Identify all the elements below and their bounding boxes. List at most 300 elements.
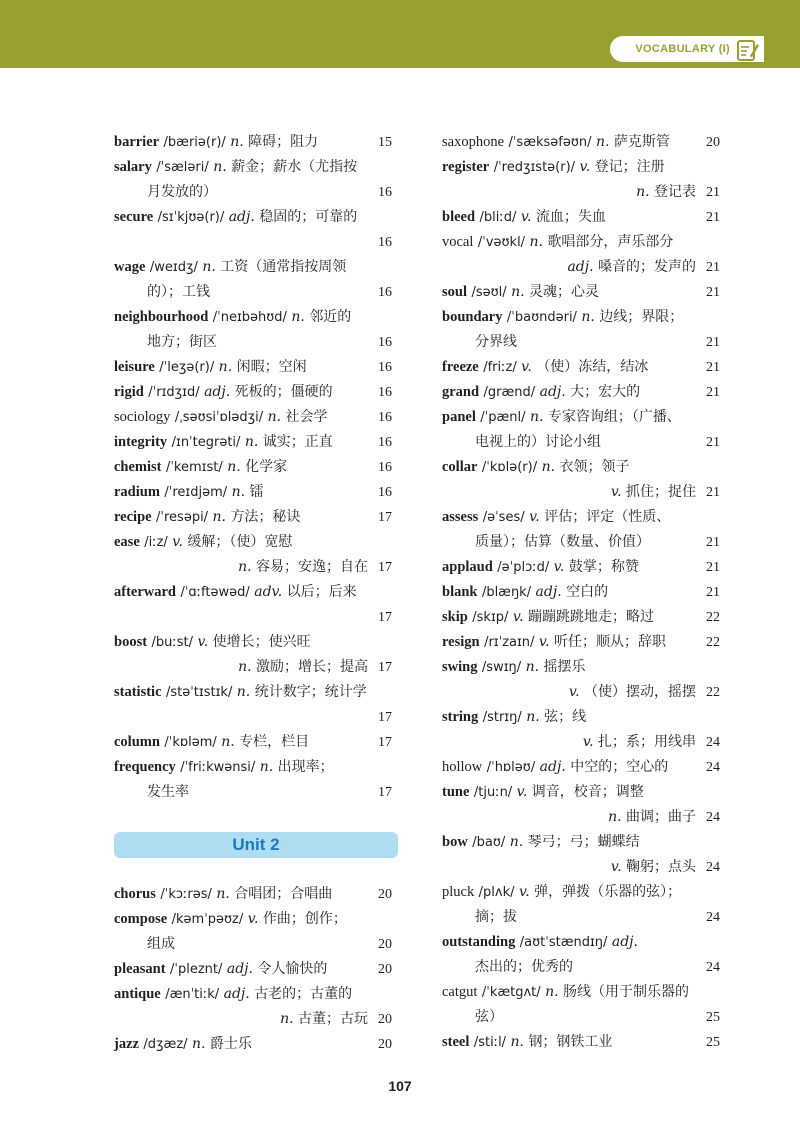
- phonetic: /ˈɑːftəwəd/: [180, 585, 250, 600]
- definition: 镭: [249, 484, 264, 500]
- page-ref: 24: [706, 910, 720, 925]
- page-ref: 20: [378, 962, 392, 977]
- definition: 扎；系；用线串: [598, 734, 696, 750]
- headword: wage: [114, 259, 146, 275]
- headword: hollow: [442, 759, 483, 775]
- headword: integrity: [114, 434, 168, 450]
- part-of-speech: v.: [172, 534, 183, 550]
- part-of-speech: n.: [509, 834, 524, 850]
- definition: 电视上的）讨论小组: [475, 434, 601, 450]
- page-ref: 24: [706, 860, 720, 875]
- part-of-speech: v.: [520, 209, 532, 225]
- part-of-speech: n.: [218, 359, 233, 375]
- vocab-entry: [114, 405, 398, 430]
- page-ref: 21: [706, 185, 720, 200]
- headword: chorus: [114, 886, 156, 902]
- page-ref: 17: [378, 660, 392, 675]
- phonetic: /stiːl/: [473, 1035, 507, 1050]
- definition: 登记；注册: [594, 159, 665, 175]
- definition: 薪金；薪水（尤指按: [231, 159, 358, 175]
- definition: 流血；失血: [535, 209, 606, 225]
- page-ref: 15: [378, 135, 392, 150]
- page-ref: 22: [706, 610, 720, 625]
- phonetic: /bæriə(r)/: [163, 135, 226, 150]
- page-ref: 20: [378, 937, 392, 952]
- page-ref: 17: [378, 510, 392, 525]
- vocab-subsense: [442, 730, 726, 755]
- part-of-speech: n.: [227, 459, 241, 475]
- page-ref: 17: [378, 735, 392, 750]
- phonetic: /ˈkætgʌt/: [481, 985, 541, 1000]
- headword: freeze: [442, 359, 479, 375]
- definition: 鞠躬；点头: [626, 859, 696, 875]
- phonetic: /səʊl/: [471, 285, 507, 300]
- part-of-speech: n.: [267, 409, 282, 425]
- headword: applaud: [442, 559, 493, 575]
- phonetic: /plʌk/: [478, 885, 515, 900]
- vocab-entry: [114, 430, 398, 455]
- phonetic: /stəˈtɪstɪk/: [165, 685, 233, 700]
- page-ref: 22: [706, 685, 720, 700]
- vocab-subsense: [442, 855, 726, 880]
- page-ref: 21: [706, 385, 720, 400]
- definition: 诚实；正直: [262, 434, 333, 450]
- page-ref: 25: [706, 1035, 720, 1050]
- vocab-entry: [114, 982, 398, 1007]
- headword: jazz: [114, 1036, 139, 1052]
- vocab-entry: [114, 355, 398, 380]
- phonetic: /iːz/: [144, 535, 168, 550]
- part-of-speech: v.: [582, 734, 594, 750]
- definition: 衣领；领子: [559, 459, 630, 475]
- vocab-entry: [114, 130, 398, 155]
- phonetic: /weɪdʒ/: [149, 260, 198, 275]
- part-of-speech: n.: [236, 684, 251, 700]
- vocab-entry: [442, 505, 726, 530]
- headword: blank: [442, 584, 478, 600]
- vocab-entry: [114, 455, 398, 480]
- vocab-entry: [114, 730, 398, 755]
- vocab-entry: [114, 480, 398, 505]
- part-of-speech: v.: [518, 884, 530, 900]
- part-of-speech: adj.: [223, 986, 250, 1002]
- vocab-column-right: [442, 130, 726, 1055]
- headword: frequency: [114, 759, 176, 775]
- definition: 边线；界限；: [599, 309, 684, 325]
- vocab-continuation: [114, 605, 398, 630]
- part-of-speech: v.: [568, 684, 580, 700]
- page-ref: 16: [378, 435, 392, 450]
- definition: 月发放的）: [147, 184, 217, 200]
- definition: 抓住；捉住: [626, 484, 696, 500]
- definition: 弹，弹拨（乐器的弦）；: [534, 884, 682, 900]
- vocab-entry: [114, 1032, 398, 1057]
- page-ref: 16: [378, 485, 392, 500]
- definition: 障碍；阻力: [248, 134, 319, 150]
- phonetic: /buːst/: [151, 635, 194, 650]
- phonetic: /əˈplɔːd/: [497, 560, 550, 575]
- page-ref: 21: [706, 335, 720, 350]
- part-of-speech: n.: [541, 459, 556, 475]
- phonetic: /ˈsæləri/: [156, 160, 209, 175]
- definition: 古董；古玩: [298, 1011, 368, 1027]
- vocab-entry: [114, 755, 398, 780]
- unit-heading: Unit 2: [114, 832, 398, 858]
- definition: 出现率；: [277, 759, 334, 775]
- page-number: 107: [388, 1078, 412, 1094]
- definition: 统计数字；统计学: [254, 684, 367, 700]
- part-of-speech: n.: [636, 184, 650, 200]
- definition: 以后；后来: [286, 584, 357, 600]
- phonetic: /ˈneɪbəhʊd/: [212, 310, 287, 325]
- vocab-continuation: [442, 955, 726, 980]
- part-of-speech: v.: [247, 911, 259, 927]
- phonetic: /swɪŋ/: [481, 660, 522, 675]
- vocab-continuation: [114, 330, 398, 355]
- vocab-entry: [442, 305, 726, 330]
- phonetic: /dʒæz/: [143, 1037, 188, 1052]
- vocab-subsense: [442, 680, 726, 705]
- vocab-entry: [114, 882, 398, 907]
- vocab-entry: [442, 980, 726, 1005]
- headword: bow: [442, 834, 468, 850]
- vocab-entry: [114, 380, 398, 405]
- part-of-speech: n.: [202, 259, 216, 275]
- page-ref: 25: [706, 1010, 720, 1025]
- page-ref: 20: [378, 887, 392, 902]
- vocab-continuation: [442, 430, 726, 455]
- part-of-speech: n.: [510, 1034, 524, 1050]
- vocab-continuation: [442, 905, 726, 930]
- definition: 工资（通常指按周领: [220, 259, 347, 275]
- vocab-entry: [442, 880, 726, 905]
- phonetic: /ˈkɔːrəs/: [160, 887, 212, 902]
- definition: 萨克斯管: [613, 134, 670, 150]
- part-of-speech: v.: [610, 484, 622, 500]
- vocab-entry: [442, 380, 726, 405]
- vocab-subsense: [114, 1007, 398, 1032]
- vocab-continuation: [114, 780, 398, 805]
- vocab-continuation: [442, 330, 726, 355]
- vocab-entry: [442, 930, 726, 955]
- headword: tune: [442, 784, 470, 800]
- definition: 组成: [147, 936, 175, 952]
- definition: 歌唱部分，声乐部分: [547, 234, 674, 250]
- headword: catgut: [442, 984, 478, 1000]
- vocab-entry: [442, 780, 726, 805]
- definition: 化学家: [245, 459, 288, 475]
- definition: 中空的；空心的: [570, 759, 669, 775]
- phonetic: /ˈhɒləʊ/: [486, 760, 536, 775]
- page-ref: 21: [706, 535, 720, 550]
- phonetic: /sɪˈkjʊə(r)/: [157, 210, 225, 225]
- definition: 蹦蹦跳跳地走；略过: [528, 609, 655, 625]
- definition: 社会学: [285, 409, 328, 425]
- vocab-entry: [114, 205, 398, 230]
- phonetic: /ænˈtiːk/: [165, 987, 220, 1002]
- definition: 质量）；估算（数量、价值）: [475, 534, 650, 550]
- part-of-speech: n.: [230, 134, 244, 150]
- page-ref: 21: [706, 260, 720, 275]
- vocab-continuation: [114, 932, 398, 957]
- vocab-entry: [442, 580, 726, 605]
- page-ref: 21: [706, 560, 720, 575]
- definition: 邻近的: [309, 309, 352, 325]
- headword: sociology: [114, 409, 171, 425]
- definition: 爵士乐: [209, 1036, 252, 1052]
- part-of-speech: v.: [610, 859, 622, 875]
- definition: 大；宏大的: [570, 384, 641, 400]
- part-of-speech: n.: [238, 659, 252, 675]
- page-ref: 21: [706, 485, 720, 500]
- notebook-pencil-icon: [736, 38, 760, 62]
- page-ref: 21: [706, 435, 720, 450]
- phonetic: /ˈsæksəfəʊn/: [508, 135, 592, 150]
- vocab-entry: [114, 580, 398, 605]
- headword: leisure: [114, 359, 155, 375]
- headword: outstanding: [442, 934, 516, 950]
- headword: vocal: [442, 234, 474, 250]
- phonetic: /ˈpleznt/: [170, 962, 223, 977]
- vocab-continuation: [114, 180, 398, 205]
- definition: 古老的；古董的: [254, 986, 353, 1002]
- vocab-entry: [442, 405, 726, 430]
- headword: skip: [442, 609, 468, 625]
- definition: 灵魂；心灵: [529, 284, 600, 300]
- vocab-entry: [442, 355, 726, 380]
- vocab-entry: [442, 230, 726, 255]
- page-ref: 16: [378, 335, 392, 350]
- phonetic: /ˈreɪdjəm/: [164, 485, 228, 500]
- definition: 分界线: [475, 334, 517, 350]
- phonetic: /ˈvəʊkl/: [477, 235, 526, 250]
- part-of-speech: v.: [197, 634, 209, 650]
- part-of-speech: adj.: [567, 259, 594, 275]
- vocab-entry: [442, 705, 726, 730]
- page-ref: 20: [706, 135, 720, 150]
- part-of-speech: v.: [529, 509, 540, 525]
- definition: 评估；评定（性质、: [544, 509, 671, 525]
- page-ref: 16: [378, 285, 392, 300]
- vocab-entry: [442, 1030, 726, 1055]
- phonetic: /əˈses/: [482, 510, 525, 525]
- definition: 激励；增长；提高: [256, 659, 368, 675]
- vocab-entry: [442, 555, 726, 580]
- page-ref: 21: [706, 585, 720, 600]
- headword: recipe: [114, 509, 152, 525]
- definition: 地方；街区: [147, 334, 217, 350]
- definition: 使增长；使兴旺: [212, 634, 311, 650]
- definition: 专栏，栏目: [239, 734, 310, 750]
- vocab-entry: [114, 630, 398, 655]
- page-ref: 17: [378, 785, 392, 800]
- definition: （使）冻结，结冰: [536, 359, 649, 375]
- definition: 琴弓；弓；蝴蝶结: [527, 834, 640, 850]
- headword: string: [442, 709, 479, 725]
- vocab-entry: [442, 630, 726, 655]
- part-of-speech: v.: [521, 359, 532, 375]
- part-of-speech: v.: [538, 634, 550, 650]
- part-of-speech: n.: [213, 159, 227, 175]
- part-of-speech: adj.: [226, 961, 253, 977]
- part-of-speech: n.: [238, 559, 252, 575]
- headword: soul: [442, 284, 467, 300]
- definition: 作曲；创作；: [262, 911, 347, 927]
- headword: saxophone: [442, 134, 505, 150]
- phonetic: /grænd/: [483, 385, 536, 400]
- vocab-entry: [114, 305, 398, 330]
- vocab-subsense: [442, 480, 726, 505]
- headword: compose: [114, 911, 168, 927]
- headword: secure: [114, 209, 154, 225]
- definition: 嗓音的；发声的: [598, 259, 696, 275]
- vocab-subsense: [442, 805, 726, 830]
- definition: 摇摆乐: [543, 659, 586, 675]
- part-of-speech: v.: [512, 609, 524, 625]
- vocab-entry: [114, 155, 398, 180]
- definition: 钢；钢铁工业: [528, 1034, 613, 1050]
- definition: 调音，校音；调整: [531, 784, 644, 800]
- vocab-subsense: [114, 655, 398, 680]
- definition: 专家咨询组；（广播、: [547, 409, 681, 425]
- vocab-continuation: [114, 705, 398, 730]
- vocab-entry: [114, 957, 398, 982]
- phonetic: /ˈresəpi/: [156, 510, 209, 525]
- phonetic: /baʊ/: [472, 835, 506, 850]
- phonetic: /ˈkɒləm/: [164, 735, 217, 750]
- definition: 鼓掌；称赞: [568, 559, 639, 575]
- part-of-speech: n.: [231, 484, 246, 500]
- page-ref: 16: [378, 460, 392, 475]
- definition: 肠线（用于制乐器的: [563, 984, 690, 1000]
- headword: chemist: [114, 459, 162, 475]
- page-ref: 17: [378, 560, 392, 575]
- definition: 死板的；僵硬的: [234, 384, 333, 400]
- vocab-column-left: [114, 130, 398, 805]
- phonetic: /ˌsəʊsiˈɒlədʒi/: [174, 410, 264, 425]
- phonetic: /skɪp/: [472, 610, 509, 625]
- section-label: VOCABULARY (I): [635, 43, 730, 55]
- vocab-continuation: [114, 230, 398, 255]
- phonetic: /tjuːn/: [473, 785, 513, 800]
- headword: radium: [114, 484, 160, 500]
- page-ref: 24: [706, 960, 720, 975]
- part-of-speech: n.: [595, 134, 610, 150]
- vocab-subsense: [114, 555, 398, 580]
- headword: resign: [442, 634, 480, 650]
- headword: register: [442, 159, 490, 175]
- vocab-entry: [442, 205, 726, 230]
- part-of-speech: v.: [553, 559, 565, 575]
- definition: （使）摆动，摇摆: [584, 684, 696, 700]
- part-of-speech: n.: [216, 886, 230, 902]
- phonetic: /ˈkemɪst/: [165, 460, 223, 475]
- phonetic: /blæŋk/: [481, 585, 532, 600]
- page-ref: 20: [378, 1012, 392, 1027]
- definition: 容易；安逸；自在: [256, 559, 368, 575]
- definition: 合唱团；合唱曲: [234, 886, 333, 902]
- headword: rigid: [114, 384, 144, 400]
- headword: steel: [442, 1034, 470, 1050]
- part-of-speech: n.: [212, 509, 226, 525]
- headword: boost: [114, 634, 148, 650]
- phonetic: /ˈrɪdʒɪd/: [148, 385, 200, 400]
- part-of-speech: adj.: [611, 934, 638, 950]
- page-ref: 16: [378, 185, 392, 200]
- page-ref: 16: [378, 385, 392, 400]
- part-of-speech: adj.: [539, 759, 566, 775]
- definition: 空白的: [566, 584, 609, 600]
- vocab-entry: [442, 605, 726, 630]
- phonetic: /ˈredʒɪstə(r)/: [493, 160, 576, 175]
- definition: 摘；拔: [475, 909, 517, 925]
- vocab-entry: [442, 130, 726, 155]
- page-ref: 16: [378, 410, 392, 425]
- part-of-speech: adv.: [254, 584, 283, 600]
- headword: neighbourhood: [114, 309, 209, 325]
- vocab-entry: [442, 155, 726, 180]
- vocab-continuation: [442, 1005, 726, 1030]
- headword: column: [114, 734, 160, 750]
- definition: 缓解；（使）宽慰: [187, 534, 293, 550]
- headword: salary: [114, 159, 152, 175]
- part-of-speech: n.: [529, 409, 544, 425]
- page-ref: 22: [706, 635, 720, 650]
- part-of-speech: adj.: [204, 384, 231, 400]
- vocab-entry: [114, 907, 398, 932]
- definition: 的）；工钱: [147, 284, 210, 300]
- part-of-speech: n.: [608, 809, 622, 825]
- headword: collar: [442, 459, 478, 475]
- phonetic: /strɪŋ/: [482, 710, 522, 725]
- headword: antique: [114, 986, 161, 1002]
- definition: 登记表: [654, 184, 696, 200]
- page-ref: 21: [706, 285, 720, 300]
- page-ref: 17: [378, 610, 392, 625]
- phonetic: /ˈfriːkwənsi/: [180, 760, 256, 775]
- headword: pluck: [442, 884, 475, 900]
- definition: 方法；秘诀: [230, 509, 301, 525]
- phonetic: /ˈbaʊndəri/: [506, 310, 577, 325]
- part-of-speech: adj.: [535, 584, 562, 600]
- part-of-speech: adj.: [228, 209, 255, 225]
- page-ref: 24: [706, 735, 720, 750]
- definition: 发生率: [147, 784, 189, 800]
- vocab-entry: [442, 830, 726, 855]
- part-of-speech: n.: [581, 309, 595, 325]
- part-of-speech: n.: [259, 759, 274, 775]
- phonetic: /ˈkɒlə(r)/: [481, 460, 538, 475]
- headword: barrier: [114, 134, 160, 150]
- definition: 令人愉快的: [257, 961, 328, 977]
- part-of-speech: n.: [244, 434, 259, 450]
- part-of-speech: n.: [291, 309, 305, 325]
- phonetic: /ˈpænl/: [480, 410, 526, 425]
- part-of-speech: n.: [221, 734, 235, 750]
- vocab-entry: [442, 755, 726, 780]
- headword: boundary: [442, 309, 503, 325]
- phonetic: /friːz/: [483, 360, 517, 375]
- vocab-entry: [114, 255, 398, 280]
- headword: panel: [442, 409, 476, 425]
- headword: pleasant: [114, 961, 166, 977]
- definition: 杰出的；优秀的: [475, 959, 573, 975]
- page-ref: 24: [706, 760, 720, 775]
- page-ref: 16: [378, 235, 392, 250]
- headword: swing: [442, 659, 478, 675]
- definition: 弦）: [475, 1009, 503, 1025]
- vocab-continuation: [114, 280, 398, 305]
